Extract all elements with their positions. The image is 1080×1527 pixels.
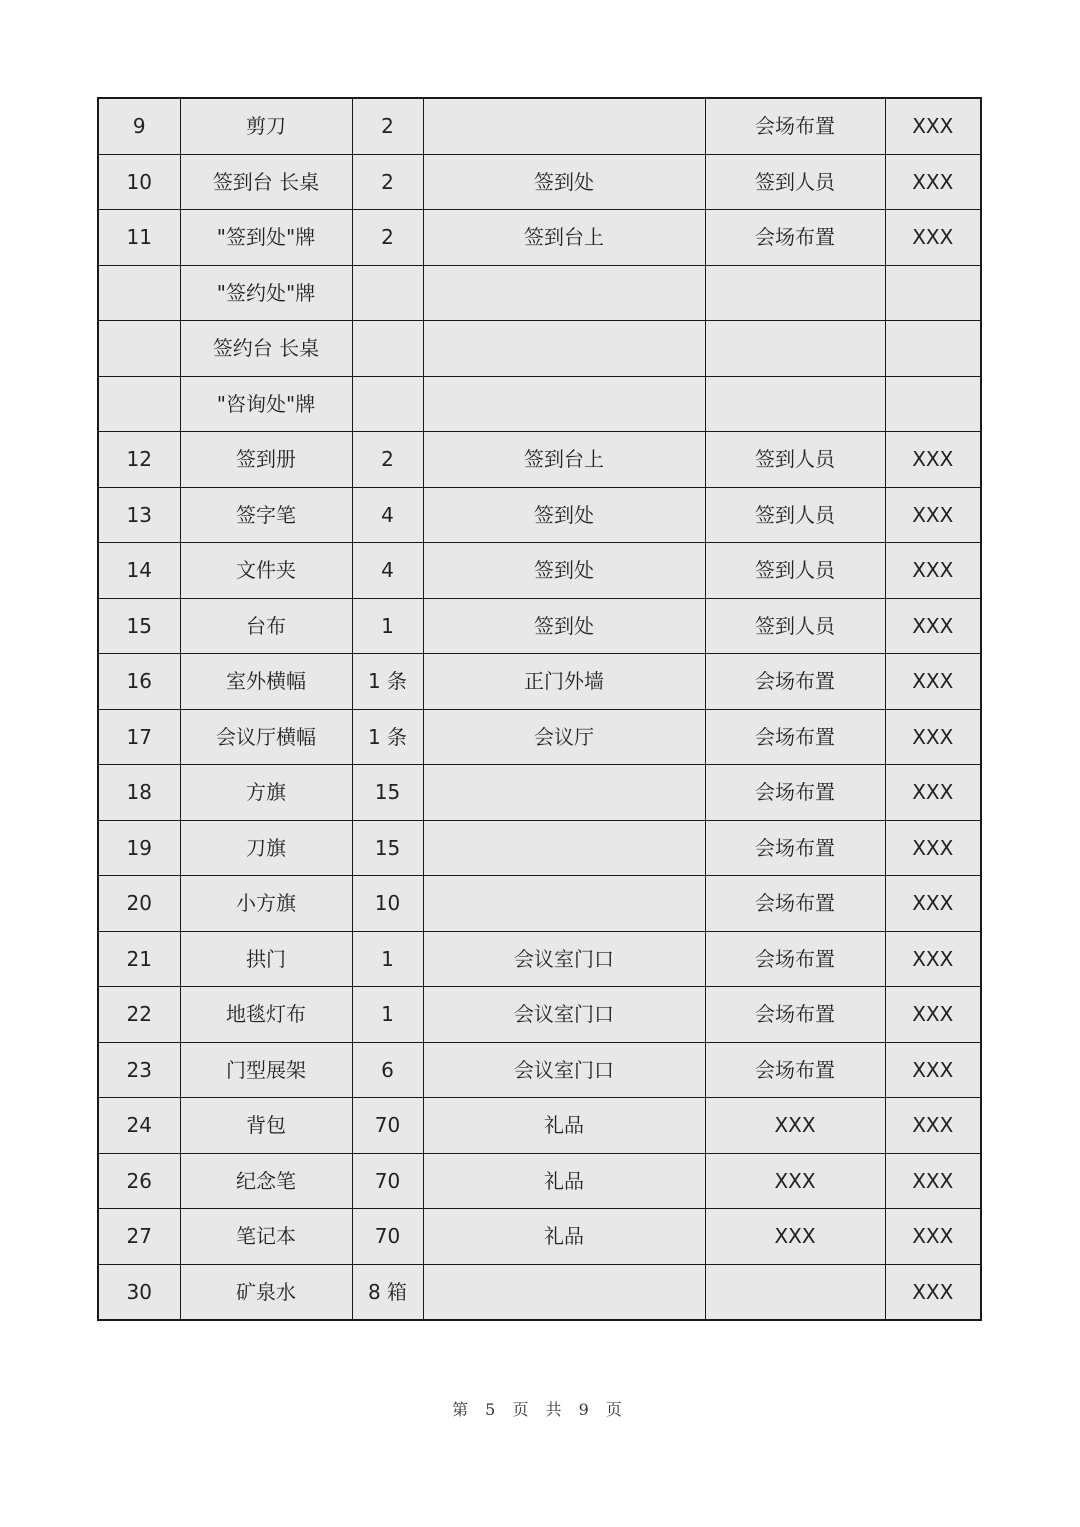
cell-person: XXX bbox=[885, 1264, 981, 1320]
cell-location: 礼品 bbox=[423, 1209, 705, 1265]
cell-person: XXX bbox=[885, 1098, 981, 1154]
cell-responsible: 签到人员 bbox=[705, 487, 885, 543]
cell-responsible: 签到人员 bbox=[705, 432, 885, 488]
cell-number: 15 bbox=[98, 598, 180, 654]
cell-location bbox=[423, 265, 705, 321]
cell-location: 礼品 bbox=[423, 1098, 705, 1154]
page-number-footer: 第 5 页 共 9 页 bbox=[452, 1400, 628, 1419]
cell-quantity: 10 bbox=[352, 876, 423, 932]
cell-item-name: 拱门 bbox=[180, 931, 352, 987]
cell-location: 签到台上 bbox=[423, 210, 705, 266]
cell-item-name: 地毯灯布 bbox=[180, 987, 352, 1043]
table-row bbox=[98, 1264, 981, 1320]
cell-quantity: 2 bbox=[352, 98, 423, 154]
table-row bbox=[98, 765, 981, 821]
cell-number: 17 bbox=[98, 709, 180, 765]
cell-number: 11 bbox=[98, 210, 180, 266]
cell-number: 16 bbox=[98, 654, 180, 710]
cell-item-name: 签约台 长桌 bbox=[180, 321, 352, 377]
cell-quantity bbox=[352, 376, 423, 432]
cell-location: 签到处 bbox=[423, 154, 705, 210]
cell-item-name: 纪念笔 bbox=[180, 1153, 352, 1209]
table-row bbox=[98, 154, 981, 210]
cell-location bbox=[423, 820, 705, 876]
cell-number: 13 bbox=[98, 487, 180, 543]
table-row bbox=[98, 98, 981, 154]
table-row bbox=[98, 1042, 981, 1098]
cell-responsible: 会场布置 bbox=[705, 876, 885, 932]
cell-responsible: 会场布置 bbox=[705, 709, 885, 765]
cell-responsible bbox=[705, 376, 885, 432]
cell-number: 9 bbox=[98, 98, 180, 154]
cell-person: XXX bbox=[885, 654, 981, 710]
cell-person: XXX bbox=[885, 598, 981, 654]
table-row bbox=[98, 1153, 981, 1209]
cell-responsible bbox=[705, 321, 885, 377]
cell-responsible: 会场布置 bbox=[705, 1042, 885, 1098]
cell-quantity: 70 bbox=[352, 1153, 423, 1209]
cell-person: XXX bbox=[885, 876, 981, 932]
table-row bbox=[98, 321, 981, 377]
cell-number: 30 bbox=[98, 1264, 180, 1320]
cell-item-name: 门型展架 bbox=[180, 1042, 352, 1098]
cell-location: 签到处 bbox=[423, 598, 705, 654]
cell-responsible: 会场布置 bbox=[705, 765, 885, 821]
cell-number: 19 bbox=[98, 820, 180, 876]
table-row bbox=[98, 210, 981, 266]
cell-number: 27 bbox=[98, 1209, 180, 1265]
cell-item-name: 签到台 长桌 bbox=[180, 154, 352, 210]
cell-person: XXX bbox=[885, 98, 981, 154]
cell-number: 14 bbox=[98, 543, 180, 599]
cell-number: 23 bbox=[98, 1042, 180, 1098]
cell-responsible: 会场布置 bbox=[705, 654, 885, 710]
table-row bbox=[98, 487, 981, 543]
cell-quantity: 2 bbox=[352, 154, 423, 210]
cell-number: 18 bbox=[98, 765, 180, 821]
table-row bbox=[98, 376, 981, 432]
cell-location: 签到台上 bbox=[423, 432, 705, 488]
cell-number: 21 bbox=[98, 931, 180, 987]
cell-quantity: 1 条 bbox=[352, 709, 423, 765]
cell-item-name: 小方旗 bbox=[180, 876, 352, 932]
cell-item-name: 签字笔 bbox=[180, 487, 352, 543]
cell-item-name: "咨询处"牌 bbox=[180, 376, 352, 432]
cell-quantity: 70 bbox=[352, 1209, 423, 1265]
cell-number: 12 bbox=[98, 432, 180, 488]
cell-item-name: 刀旗 bbox=[180, 820, 352, 876]
cell-location: 签到处 bbox=[423, 487, 705, 543]
cell-location: 签到处 bbox=[423, 543, 705, 599]
cell-quantity bbox=[352, 321, 423, 377]
cell-responsible: 签到人员 bbox=[705, 598, 885, 654]
cell-person: XXX bbox=[885, 765, 981, 821]
cell-quantity: 1 bbox=[352, 987, 423, 1043]
cell-number: 22 bbox=[98, 987, 180, 1043]
cell-person: XXX bbox=[885, 1209, 981, 1265]
cell-quantity: 1 条 bbox=[352, 654, 423, 710]
cell-person: XXX bbox=[885, 987, 981, 1043]
cell-person: XXX bbox=[885, 543, 981, 599]
cell-location bbox=[423, 376, 705, 432]
cell-number bbox=[98, 265, 180, 321]
cell-quantity: 70 bbox=[352, 1098, 423, 1154]
cell-responsible: 会场布置 bbox=[705, 820, 885, 876]
cell-number: 10 bbox=[98, 154, 180, 210]
cell-location bbox=[423, 1264, 705, 1320]
cell-item-name: 笔记本 bbox=[180, 1209, 352, 1265]
cell-item-name: 会议厅横幅 bbox=[180, 709, 352, 765]
cell-item-name: 台布 bbox=[180, 598, 352, 654]
cell-responsible bbox=[705, 1264, 885, 1320]
table-row bbox=[98, 709, 981, 765]
cell-person bbox=[885, 321, 981, 377]
cell-location bbox=[423, 765, 705, 821]
table-row bbox=[98, 432, 981, 488]
cell-responsible: XXX bbox=[705, 1209, 885, 1265]
cell-number: 26 bbox=[98, 1153, 180, 1209]
table-body bbox=[98, 98, 981, 1320]
cell-location: 会议室门口 bbox=[423, 1042, 705, 1098]
cell-quantity: 15 bbox=[352, 820, 423, 876]
cell-item-name: 室外横幅 bbox=[180, 654, 352, 710]
cell-responsible: 签到人员 bbox=[705, 154, 885, 210]
cell-person: XXX bbox=[885, 1042, 981, 1098]
table-row bbox=[98, 820, 981, 876]
cell-item-name: 文件夹 bbox=[180, 543, 352, 599]
cell-location: 正门外墙 bbox=[423, 654, 705, 710]
cell-person: XXX bbox=[885, 210, 981, 266]
cell-quantity: 4 bbox=[352, 543, 423, 599]
table-row bbox=[98, 654, 981, 710]
table-row bbox=[98, 1098, 981, 1154]
cell-responsible: 签到人员 bbox=[705, 543, 885, 599]
cell-location: 会议室门口 bbox=[423, 987, 705, 1043]
cell-number bbox=[98, 321, 180, 377]
cell-number: 24 bbox=[98, 1098, 180, 1154]
cell-quantity: 8 箱 bbox=[352, 1264, 423, 1320]
cell-quantity: 2 bbox=[352, 210, 423, 266]
cell-item-name: 签到册 bbox=[180, 432, 352, 488]
cell-item-name: 背包 bbox=[180, 1098, 352, 1154]
table-row bbox=[98, 1209, 981, 1265]
table-row bbox=[98, 987, 981, 1043]
table-row bbox=[98, 543, 981, 599]
cell-person bbox=[885, 376, 981, 432]
cell-responsible bbox=[705, 265, 885, 321]
cell-location bbox=[423, 98, 705, 154]
cell-quantity: 6 bbox=[352, 1042, 423, 1098]
cell-location: 礼品 bbox=[423, 1153, 705, 1209]
cell-person: XXX bbox=[885, 1153, 981, 1209]
cell-number: 20 bbox=[98, 876, 180, 932]
cell-person bbox=[885, 265, 981, 321]
cell-quantity: 2 bbox=[352, 432, 423, 488]
cell-person: XXX bbox=[885, 487, 981, 543]
cell-item-name: "签到处"牌 bbox=[180, 210, 352, 266]
table-row bbox=[98, 931, 981, 987]
table-row bbox=[98, 598, 981, 654]
cell-item-name: 剪刀 bbox=[180, 98, 352, 154]
cell-responsible: 会场布置 bbox=[705, 987, 885, 1043]
table-row bbox=[98, 265, 981, 321]
cell-person: XXX bbox=[885, 820, 981, 876]
cell-responsible: XXX bbox=[705, 1153, 885, 1209]
cell-person: XXX bbox=[885, 154, 981, 210]
cell-quantity: 4 bbox=[352, 487, 423, 543]
cell-location bbox=[423, 321, 705, 377]
cell-person: XXX bbox=[885, 931, 981, 987]
cell-quantity: 15 bbox=[352, 765, 423, 821]
cell-person: XXX bbox=[885, 432, 981, 488]
cell-number bbox=[98, 376, 180, 432]
cell-location: 会议室门口 bbox=[423, 931, 705, 987]
cell-responsible: 会场布置 bbox=[705, 98, 885, 154]
cell-responsible: XXX bbox=[705, 1098, 885, 1154]
table-row bbox=[98, 876, 981, 932]
supplies-table bbox=[97, 97, 982, 1321]
cell-responsible: 会场布置 bbox=[705, 931, 885, 987]
cell-location: 会议厅 bbox=[423, 709, 705, 765]
cell-quantity bbox=[352, 265, 423, 321]
cell-person: XXX bbox=[885, 709, 981, 765]
cell-location bbox=[423, 876, 705, 932]
cell-item-name: 矿泉水 bbox=[180, 1264, 352, 1320]
cell-item-name: 方旗 bbox=[180, 765, 352, 821]
cell-responsible: 会场布置 bbox=[705, 210, 885, 266]
cell-quantity: 1 bbox=[352, 931, 423, 987]
cell-quantity: 1 bbox=[352, 598, 423, 654]
cell-item-name: "签约处"牌 bbox=[180, 265, 352, 321]
